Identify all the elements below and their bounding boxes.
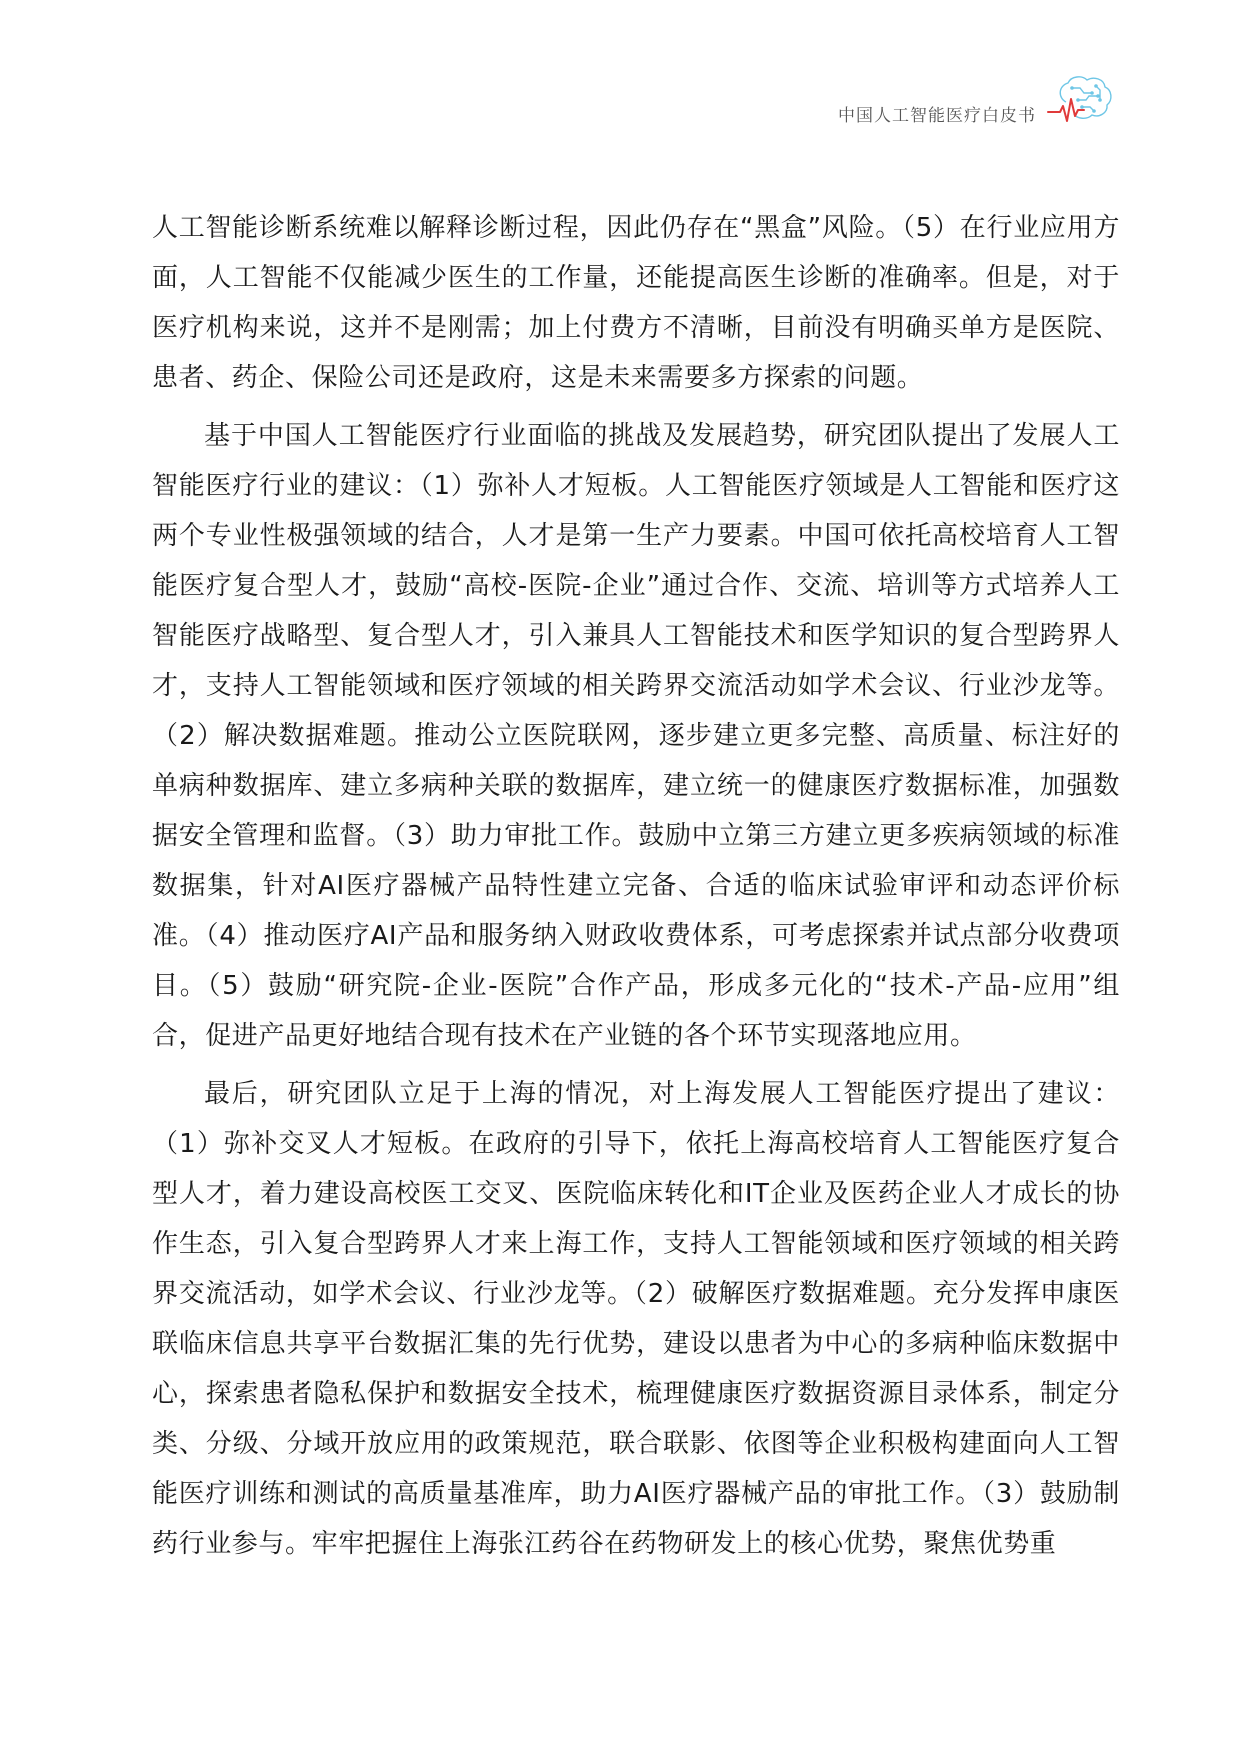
paragraph-shanghai-recommendations: 最后，研究团队立足于上海的情况，对上海发展人工智能医疗提出了建议：（1）弥补交叉人才短板。在政府的引导下，依托上海高校培育人工智能医疗复合型人才，着力建设高校医工交叉、医院临床转化和IT企业及医药企业人才成长的协作生态，引入复合型跨界人才来上海工作，支持人工智能领域和医疗领域的相关跨界交流活动，如学术会议、行业沙龙等。（2）破解医疗数据难题。充分发挥申康医联临床信息共享平台数据汇集的先行优势，建设以患者为中心的多病种临床数据中心，探索患者隐私保护和数据安全技术，梳理健康医疗数据资源目录体系，制定分类、分级、分域开放应用的政策规范，联合联影、依图等企业积极构建面向人工智能医疗训练和测试的高质量基准库，助力AI医疗器械产品的审批工作。（3）鼓励制药行业参与。牢牢把握住上海张江药谷在药物研发上的核心优势，聚焦优势重 (152, 1079, 1120, 1559)
header-title: 中国人工智能医疗白皮书 (838, 105, 1036, 126)
paragraph-challenges: 人工智能诊断系统难以解释诊断过程，因此仍存在“黑盒”风险。（5）在行业应用方面，人工智能不仅能减少医生的工作量，还能提高医生诊断的准确率。但是，对于医疗机构来说，这并不是刚需；加上付费方不清晰，目前没有明确买单方是医院、患者、药企、保险公司还是政府，这是未来需要多方探索的问题。 (152, 213, 1120, 393)
paragraph-national-recommendations: 基于中国人工智能医疗行业面临的挑战及发展趋势，研究团队提出了发展人工智能医疗行业的建议：（1）弥补人才短板。人工智能医疗领域是人工智能和医疗这两个专业性极强领域的结合，人才是第一生产力要素。中国可依托高校培育人工智能医疗复合型人才，鼓励“高校-医院-企业”通过合作、交流、培训等方式培养人工智能医疗战略型、复合型人才，引入兼具人工智能技术和医学知识的复合型跨界人才，支持人工智能领域和医疗领域的相关跨界交流活动如学术会议、行业沙龙等。（2）解决数据难题。推动公立医院联网，逐步建立更多完整、高质量、标注好的单病种数据库、建立多病种关联的数据库，建立统一的健康医疗数据标准，加强数据安全管理和监督。（3）助力审批工作。鼓励中立第三方建立更多疾病领域的标准数据集，针对AI医疗器械产品特性建立完备、合适的临床试验审评和动态评价标准。（4）推动医疗AI产品和服务纳入财政收费体系，可考虑探索并试点部分收费项目。（5）鼓励“研究院-企业-医院”合作产品，形成多元化的“技术-产品-应用”组合，促进产品更好地结合现有技术在产业链的各个环节实现落地应用。 (152, 421, 1120, 1051)
brain-heartbeat-icon (1044, 72, 1120, 132)
document-body (152, 203, 1120, 1577)
page-header (838, 72, 1120, 132)
